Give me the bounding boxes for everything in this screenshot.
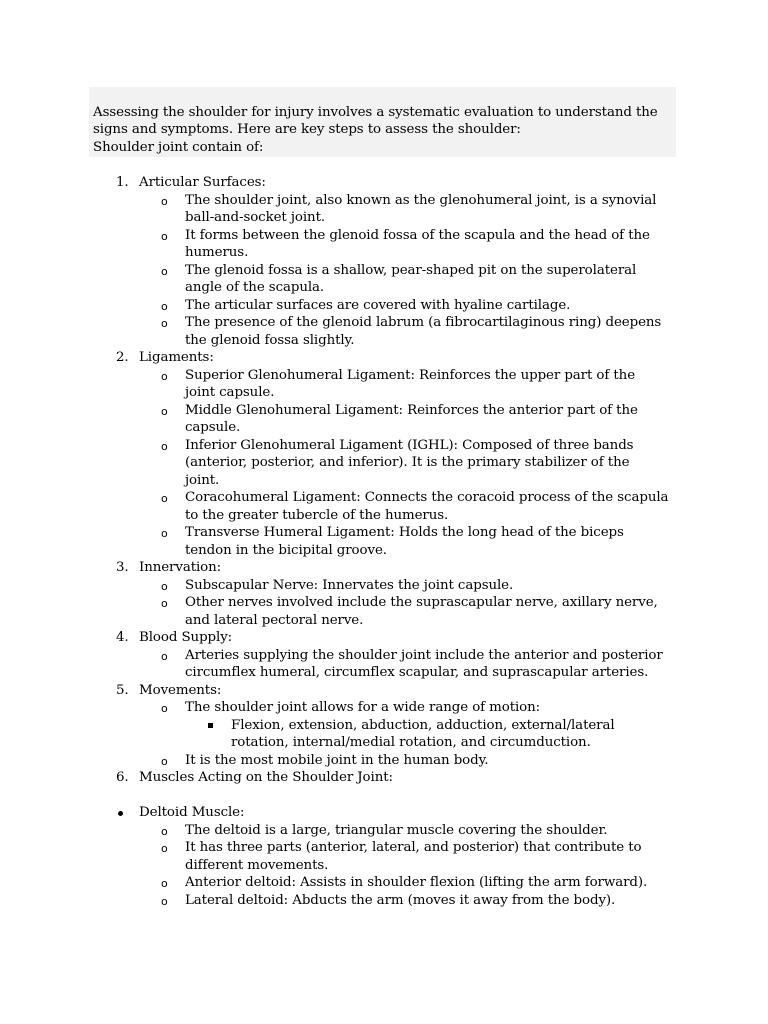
section-title: Ligaments: (139, 350, 214, 365)
list-item (0, 577, 768, 595)
list-item (0, 699, 768, 717)
intro-line: signs and symptoms. Here are key steps to assess the shoulder: (93, 122, 521, 138)
list-item (0, 367, 768, 385)
item-text: the glenoid fossa slightly. (185, 332, 355, 348)
list-item-cont (0, 244, 768, 262)
list-item (0, 804, 768, 822)
circle-bullet-icon: o (161, 527, 168, 540)
circle-bullet-icon: o (161, 492, 168, 505)
circle-bullet-icon: o (161, 754, 168, 768)
list-item (0, 892, 768, 910)
list-item-cont (0, 209, 768, 227)
list-number: 3. (116, 560, 129, 575)
list-number: 6. (116, 770, 129, 785)
list-item (0, 524, 768, 542)
list-item (0, 227, 768, 245)
document-body (0, 174, 768, 909)
circle-bullet-icon: o (161, 894, 168, 908)
section-title: Articular Surfaces: (139, 175, 266, 190)
intro-box (89, 87, 676, 157)
item-text: It is the most mobile joint in the human body. (185, 752, 489, 768)
item-text: The shoulder joint, also known as the glenohumeral joint, is a synovial (185, 192, 657, 208)
list-item-cont (0, 419, 768, 437)
intro-line: Assessing the shoulder for injury involves a systematic evaluation to understand the (93, 105, 658, 120)
section-title: Movements: (139, 682, 222, 698)
spacer (0, 787, 768, 805)
list-item (0, 752, 768, 770)
list-item (0, 402, 768, 420)
list-number: 1. (116, 175, 129, 190)
circle-bullet-icon: o (161, 229, 168, 243)
disc-bullet-icon (118, 811, 123, 816)
circle-bullet-icon: o (161, 194, 168, 208)
item-text: humerus. (185, 245, 249, 260)
item-text: Inferior Glenohumeral Ligament (IGHL): Composed of three bands (185, 437, 634, 453)
intro-line: Shoulder joint contain of: (93, 139, 264, 155)
list-item (0, 297, 768, 315)
item-text: joint capsule. (185, 385, 275, 400)
list-item (0, 174, 768, 192)
item-text: Subscapular Nerve: Innervates the joint capsule. (185, 577, 514, 593)
item-text: capsule. (185, 420, 241, 435)
item-text: circumflex humeral, circumflex scapular, and suprascapular arteries. (185, 665, 649, 680)
circle-bullet-icon: o (161, 702, 168, 715)
list-item-cont (0, 734, 768, 752)
item-text: Flexion, extension, abduction, adduction, external/lateral (231, 717, 615, 733)
list-item (0, 682, 768, 700)
item-text: (anterior, posterior, and inferior). It is the primary stabilizer of the (185, 455, 630, 470)
circle-bullet-icon: o (161, 579, 168, 593)
item-text: Arteries supplying the shoulder joint include the anterior and posterior (185, 647, 663, 663)
section-title: Innervation: (139, 560, 222, 575)
circle-bullet-icon: o (161, 369, 168, 383)
list-item (0, 262, 768, 280)
item-text: Anterior deltoid: Assists in shoulder flexion (lifting the arm forward). (185, 875, 648, 890)
list-item (0, 489, 768, 507)
list-item-cont (0, 454, 768, 472)
list-item-cont (0, 857, 768, 875)
item-text: angle of the scapula. (185, 280, 325, 295)
list-item-cont (0, 332, 768, 350)
list-item (0, 839, 768, 857)
list-number: 2. (116, 350, 129, 365)
item-text: Superior Glenohumeral Ligament: Reinforces the upper part of the (185, 367, 636, 383)
item-text: The glenoid fossa is a shallow, pear-shaped pit on the superolateral (185, 262, 637, 278)
item-text: Other nerves involved include the suprascapular nerve, axillary nerve, (185, 595, 658, 610)
circle-bullet-icon: o (161, 439, 168, 453)
list-item (0, 769, 768, 787)
item-text: and lateral pectoral nerve. (185, 612, 364, 628)
list-item (0, 822, 768, 840)
circle-bullet-icon: o (161, 299, 168, 313)
item-text: Transverse Humeral Ligament: Holds the long head of the biceps (185, 525, 624, 540)
list-item (0, 192, 768, 210)
section-title: Blood Supply: (139, 630, 233, 645)
list-number: 4. (116, 630, 129, 645)
circle-bullet-icon: o (161, 597, 168, 610)
list-item (0, 437, 768, 455)
item-text: The articular surfaces are covered with hyaline cartilage. (185, 297, 571, 313)
item-text: Coracohumeral Ligament: Connects the coracoid process of the scapula (185, 490, 669, 505)
item-text: Lateral deltoid: Abducts the arm (moves it away from the body). (185, 892, 616, 908)
circle-bullet-icon: o (161, 649, 168, 663)
list-item-cont (0, 612, 768, 630)
circle-bullet-icon: o (161, 317, 168, 330)
section-title: Muscles Acting on the Shoulder Joint: (139, 770, 393, 785)
circle-bullet-icon: o (161, 264, 168, 278)
circle-bullet-icon: o (161, 877, 168, 890)
list-item-cont (0, 384, 768, 402)
list-item-cont (0, 507, 768, 525)
list-number: 5. (116, 682, 129, 698)
list-item-cont (0, 664, 768, 682)
list-item (0, 874, 768, 892)
list-item-cont (0, 472, 768, 490)
circle-bullet-icon: o (161, 842, 168, 855)
list-item (0, 629, 768, 647)
list-item (0, 647, 768, 665)
section-title: Deltoid Muscle: (139, 805, 245, 820)
list-item-cont (0, 542, 768, 560)
list-item (0, 559, 768, 577)
circle-bullet-icon: o (161, 404, 168, 418)
item-text: The shoulder joint allows for a wide range of motion: (185, 700, 541, 715)
circle-bullet-icon: o (161, 824, 168, 838)
item-text: Middle Glenohumeral Ligament: Reinforces the anterior part of the (185, 402, 638, 418)
list-item (0, 594, 768, 612)
item-text: ball-and-socket joint. (185, 210, 326, 225)
square-bullet-icon (208, 723, 213, 728)
list-item (0, 717, 768, 735)
list-item-cont (0, 279, 768, 297)
item-text: joint. (185, 472, 220, 488)
item-text: The deltoid is a large, triangular muscle covering the shoulder. (185, 822, 608, 838)
item-text: rotation, internal/medial rotation, and circumduction. (231, 735, 591, 750)
item-text: It forms between the glenoid fossa of the scapula and the head of the (185, 227, 650, 243)
list-item (0, 349, 768, 367)
item-text: The presence of the glenoid labrum (a fibrocartilaginous ring) deepens (185, 315, 662, 330)
list-item (0, 314, 768, 332)
item-text: tendon in the bicipital groove. (185, 542, 387, 558)
item-text: different movements. (185, 857, 329, 873)
item-text: to the greater tubercle of the humerus. (185, 507, 449, 523)
item-text: It has three parts (anterior, lateral, and posterior) that contribute to (185, 840, 642, 855)
